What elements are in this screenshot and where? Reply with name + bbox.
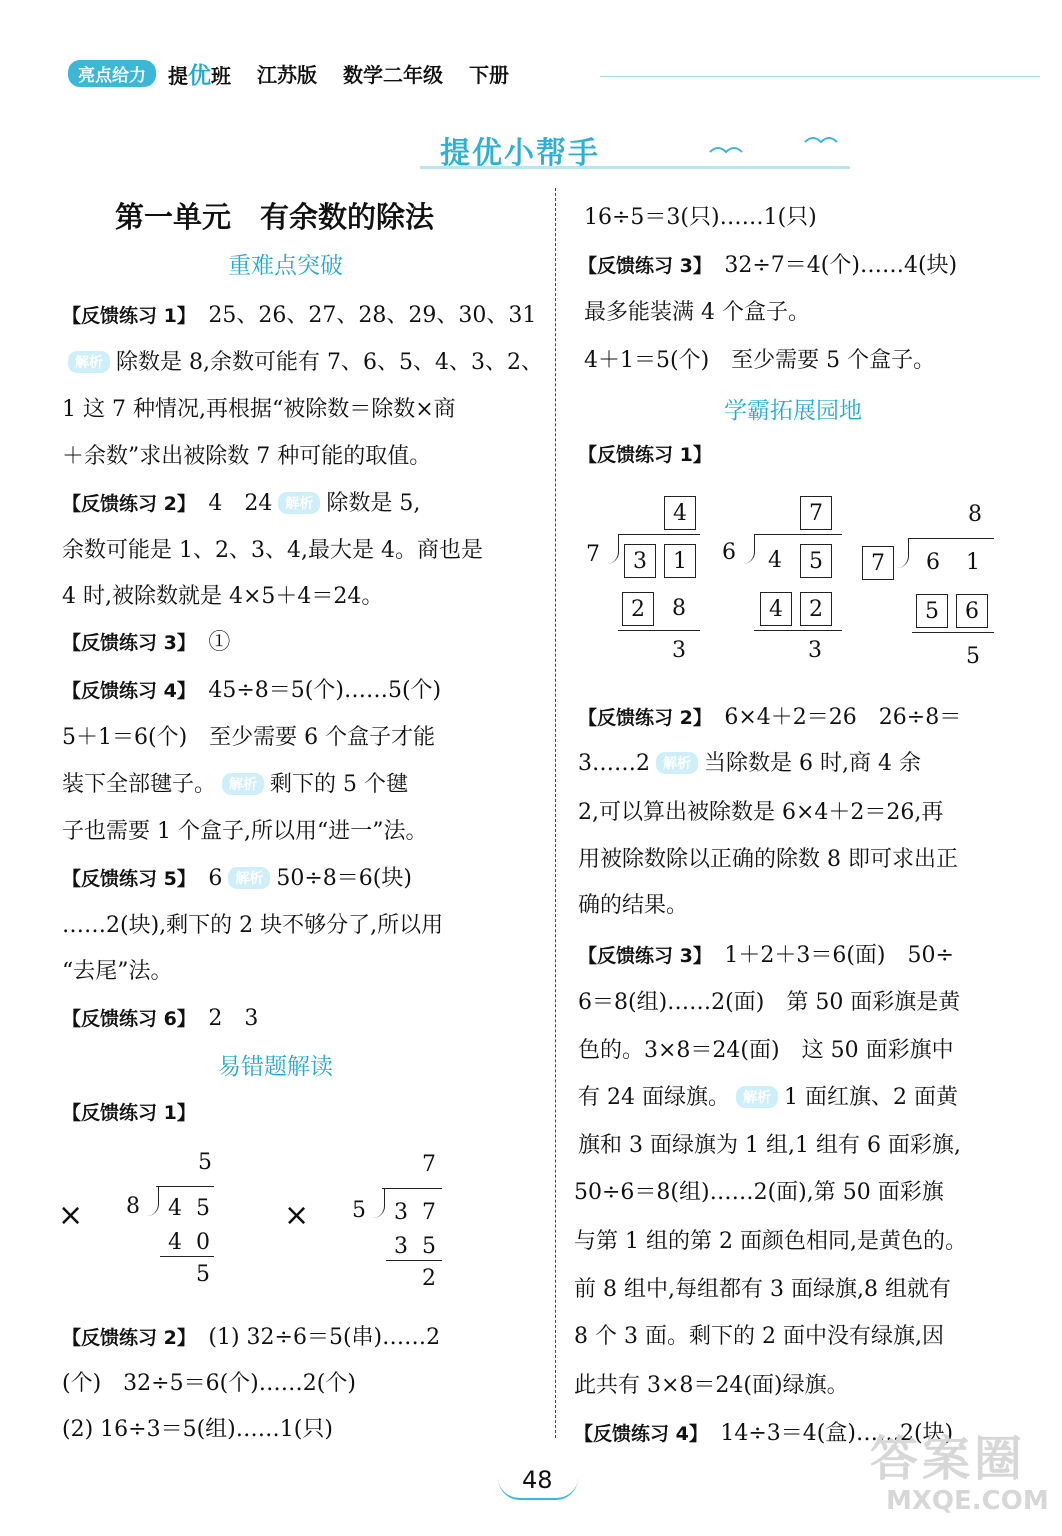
- text-line: [62, 673, 441, 704]
- text-line: 16÷5＝3(只)……1(只): [584, 205, 817, 230]
- divisor: 6: [722, 540, 736, 565]
- text-line: 50÷6＝8(组)……2(面),第 50 面彩旗: [574, 1180, 944, 1205]
- answer-text: (1) 32÷6＝5(串)……2: [208, 1325, 441, 1350]
- quotient-box: 4: [664, 496, 696, 530]
- analysis-tag: 解析: [68, 351, 110, 373]
- exercise-label: 【反馈练习 3】: [62, 632, 187, 654]
- division-bar: [156, 1186, 214, 1187]
- dividend-box: 5: [800, 544, 832, 578]
- quotient-box: 7: [800, 496, 832, 530]
- page-number-ornament: [498, 1478, 578, 1500]
- header-divider: [600, 76, 1040, 77]
- text-line: 最多能装满 4 个盒子。: [584, 300, 810, 325]
- text-line: [578, 248, 957, 279]
- answer-text: 45÷8＝5(个)……5(个): [208, 678, 442, 703]
- subtract-line: [618, 630, 700, 631]
- product-digit: 5: [422, 1234, 436, 1259]
- line-text: 装下全部毽子。: [62, 772, 217, 797]
- product-digit: 4: [168, 1230, 182, 1255]
- text-line: [62, 1001, 258, 1032]
- text-line: [62, 298, 536, 329]
- text-line: [62, 767, 408, 798]
- dividend-digit: 5: [196, 1196, 210, 1221]
- text-line: [578, 440, 712, 467]
- watermark-url: MXQE.COM: [886, 1486, 1049, 1516]
- text-line: 2,可以算出被除数是 6×4＋2＝26,再: [578, 800, 944, 825]
- quotient: 5: [198, 1150, 212, 1175]
- product-box: 2: [622, 592, 654, 626]
- product-box: 4: [760, 592, 792, 626]
- exercise-label: 【反馈练习 6】: [62, 1008, 187, 1030]
- line-text: 当除数是 6 时,商 4 余: [704, 751, 921, 776]
- text-line: [62, 625, 230, 656]
- text-line: [578, 1080, 958, 1111]
- division-bracket: [742, 534, 755, 564]
- text-line: 余数可能是 1、2、3、4,最大是 4。商也是: [62, 538, 483, 563]
- division-bracket: [146, 1186, 159, 1216]
- text-line: 前 8 组中,每组都有 3 面绿旗,8 组就有: [574, 1277, 951, 1302]
- page-number: 48: [522, 1466, 553, 1494]
- text-line: [578, 700, 961, 731]
- product-digit: 8: [672, 596, 686, 621]
- text-line: 旗和 3 面绿旗为 1 组,1 组有 6 面彩旗,: [578, 1133, 961, 1158]
- dividend-digit: 1: [966, 550, 980, 575]
- text-line: 确的结果。: [578, 893, 689, 918]
- answer-text: 2 3: [208, 1006, 259, 1031]
- dividend-digit: 7: [422, 1200, 436, 1225]
- answer-text: 32÷7＝4(个)……4(块): [724, 253, 958, 278]
- exercise-label: 【反馈练习 5】: [62, 868, 187, 890]
- watermark-logo: [870, 1420, 1050, 1530]
- dividend-box: 3: [624, 544, 656, 578]
- header-bar: [68, 58, 535, 88]
- banner-underline: [420, 166, 850, 169]
- text-line: ＋余数”求出被除数 7 种可能的取值。: [62, 444, 432, 469]
- exercise-label: 【反馈练习 3】: [578, 255, 703, 277]
- division-bracket: [896, 538, 909, 568]
- line-text: 除数是 5,: [326, 491, 421, 516]
- banner: [420, 128, 860, 171]
- subtract-line: [160, 1256, 214, 1257]
- exercise-label: 【反馈练习 3】: [578, 945, 703, 967]
- text-line: [62, 1320, 440, 1351]
- remainder: 2: [422, 1266, 436, 1291]
- quotient: 7: [422, 1152, 436, 1177]
- exercise-label: 【反馈练习 2】: [62, 493, 187, 515]
- divisor-box: 7: [862, 546, 894, 580]
- division-bar: [382, 1188, 442, 1189]
- text-line: (个) 32÷5＝6(个)……2(个): [62, 1371, 356, 1396]
- answer-text: ①: [208, 630, 231, 655]
- text-line: 1 这 7 种情况,再根据“被除数＝除数×商: [62, 397, 456, 422]
- section-title: 易错题解读: [218, 1054, 333, 1080]
- section-title: 重难点突破: [228, 253, 343, 279]
- brand-badge: 亮点给力: [68, 60, 156, 87]
- line-text: 剩下的 5 个毽: [270, 772, 408, 797]
- text-line: 色的。3×8＝24(面) 这 50 面彩旗中: [578, 1038, 954, 1063]
- watermark-text: 答案圈: [870, 1431, 1027, 1487]
- dividend-digit: 4: [768, 548, 782, 573]
- series-pre: 提: [168, 63, 188, 88]
- series-name: [168, 57, 231, 90]
- banner-title: 提优小帮手: [440, 136, 600, 171]
- product-digit: 0: [196, 1230, 210, 1255]
- text-line: 8 个 3 面。剩下的 2 面中没有绿旗,因: [574, 1324, 944, 1349]
- text-line: 4＋1＝5(个) 至少需要 5 个盒子。: [584, 348, 936, 373]
- exercise-label: 【反馈练习 4】: [62, 680, 187, 702]
- product-box: 2: [800, 592, 832, 626]
- exercise-label: 【反馈练习 1】: [62, 305, 187, 327]
- answer-text: 6×4＋2＝26 26÷8＝: [724, 705, 962, 730]
- text-line: (2) 16÷3＝5(组)……1(只): [62, 1417, 333, 1442]
- text-line: [62, 486, 420, 517]
- line-text: 1 面红旗、2 面黄: [783, 1085, 958, 1110]
- exercise-label: 【反馈练习 4】: [574, 1423, 699, 1445]
- answer-text: 14÷3＝4(盒)……2(块): [720, 1421, 954, 1446]
- text-line: ……2(块),剩下的 2 块不够分了,所以用: [62, 913, 444, 938]
- subtract-line: [386, 1260, 442, 1261]
- analysis-tag: 解析: [736, 1086, 778, 1108]
- quotient: 8: [968, 502, 982, 527]
- analysis-tag: 解析: [228, 867, 270, 889]
- answer-text: 4 24: [208, 491, 273, 516]
- product-box: 5: [916, 594, 948, 628]
- answer-text: 1＋2＋3＝6(面) 50÷: [724, 943, 954, 968]
- division-bar: [754, 534, 842, 535]
- divisor: 7: [586, 542, 600, 567]
- division-bar: [618, 534, 700, 535]
- analysis-tag: 解析: [656, 752, 698, 774]
- dividend-digit: 6: [926, 550, 940, 575]
- subtract-line: [912, 632, 994, 633]
- text-line: 用被除数除以正确的除数 8 即可求出正: [578, 847, 958, 872]
- line-text: 有 24 面绿旗。: [578, 1085, 730, 1110]
- answer-text: 25、26、27、28、29、30、31: [208, 303, 537, 328]
- text-line: 此共有 3×8＝24(面)绿旗。: [574, 1373, 849, 1398]
- text-line: [578, 938, 954, 969]
- exercise-label: 【反馈练习 1】: [578, 444, 712, 466]
- column-divider: [555, 188, 556, 1438]
- exercise-label: 【反馈练习 1】: [62, 1102, 196, 1124]
- dividend-box: 1: [664, 544, 696, 578]
- text-line: 6＝8(组)……2(面) 第 50 面彩旗是黄: [578, 990, 961, 1015]
- dividend-digit: 3: [394, 1200, 408, 1225]
- text-line: 子也需要 1 个盒子,所以用“进一”法。: [62, 819, 428, 844]
- line-text: 50÷8＝6(块): [276, 866, 412, 891]
- volume: 下册: [469, 62, 509, 87]
- text-line: 5＋1＝6(个) 至少需要 6 个盒子才能: [62, 725, 436, 750]
- text-line: “去尾”法。: [62, 959, 173, 984]
- text-line: [578, 746, 921, 777]
- divisor: 8: [126, 1194, 140, 1219]
- division-bracket: [606, 534, 619, 564]
- line-text: 3……2: [578, 751, 650, 776]
- text-line: [62, 861, 412, 892]
- text-line: 4 时,被除数就是 4×5＋4＝24。: [62, 584, 384, 609]
- wrong-mark-icon: ×: [58, 1198, 84, 1233]
- section-title: 学霸拓展园地: [724, 398, 862, 424]
- edition: 江苏版: [257, 62, 317, 87]
- answer-text: 6: [208, 866, 223, 891]
- analysis-tag: 解析: [278, 492, 320, 514]
- subtract-line: [754, 630, 842, 631]
- exercise-label: 【反馈练习 2】: [62, 1327, 187, 1349]
- series-you: 优: [188, 62, 211, 89]
- text-line: 与第 1 组的第 2 面颜色相同,是黄色的。: [574, 1229, 967, 1254]
- product-digit: 3: [394, 1234, 408, 1259]
- subject: 数学二年级: [343, 62, 443, 87]
- remainder: 3: [672, 638, 686, 663]
- remainder: 3: [808, 638, 822, 663]
- wrong-mark-icon: ×: [284, 1198, 310, 1233]
- product-box: 6: [956, 594, 988, 628]
- bird-icon: [705, 130, 845, 160]
- remainder: 5: [966, 644, 980, 669]
- series-post: 班: [211, 63, 231, 88]
- dividend-digit: 4: [168, 1196, 182, 1221]
- divisor: 5: [352, 1198, 366, 1223]
- text-line: [62, 1098, 196, 1125]
- remainder: 5: [196, 1262, 210, 1287]
- line-text: 除数是 8,余数可能有 7、6、5、4、3、2、: [116, 350, 543, 375]
- exercise-label: 【反馈练习 2】: [578, 707, 703, 729]
- analysis-tag: 解析: [222, 773, 264, 795]
- unit-title: 第一单元 有余数的除法: [115, 200, 435, 234]
- text-line: [62, 345, 543, 376]
- division-bar: [908, 538, 994, 539]
- division-bracket: [372, 1188, 385, 1218]
